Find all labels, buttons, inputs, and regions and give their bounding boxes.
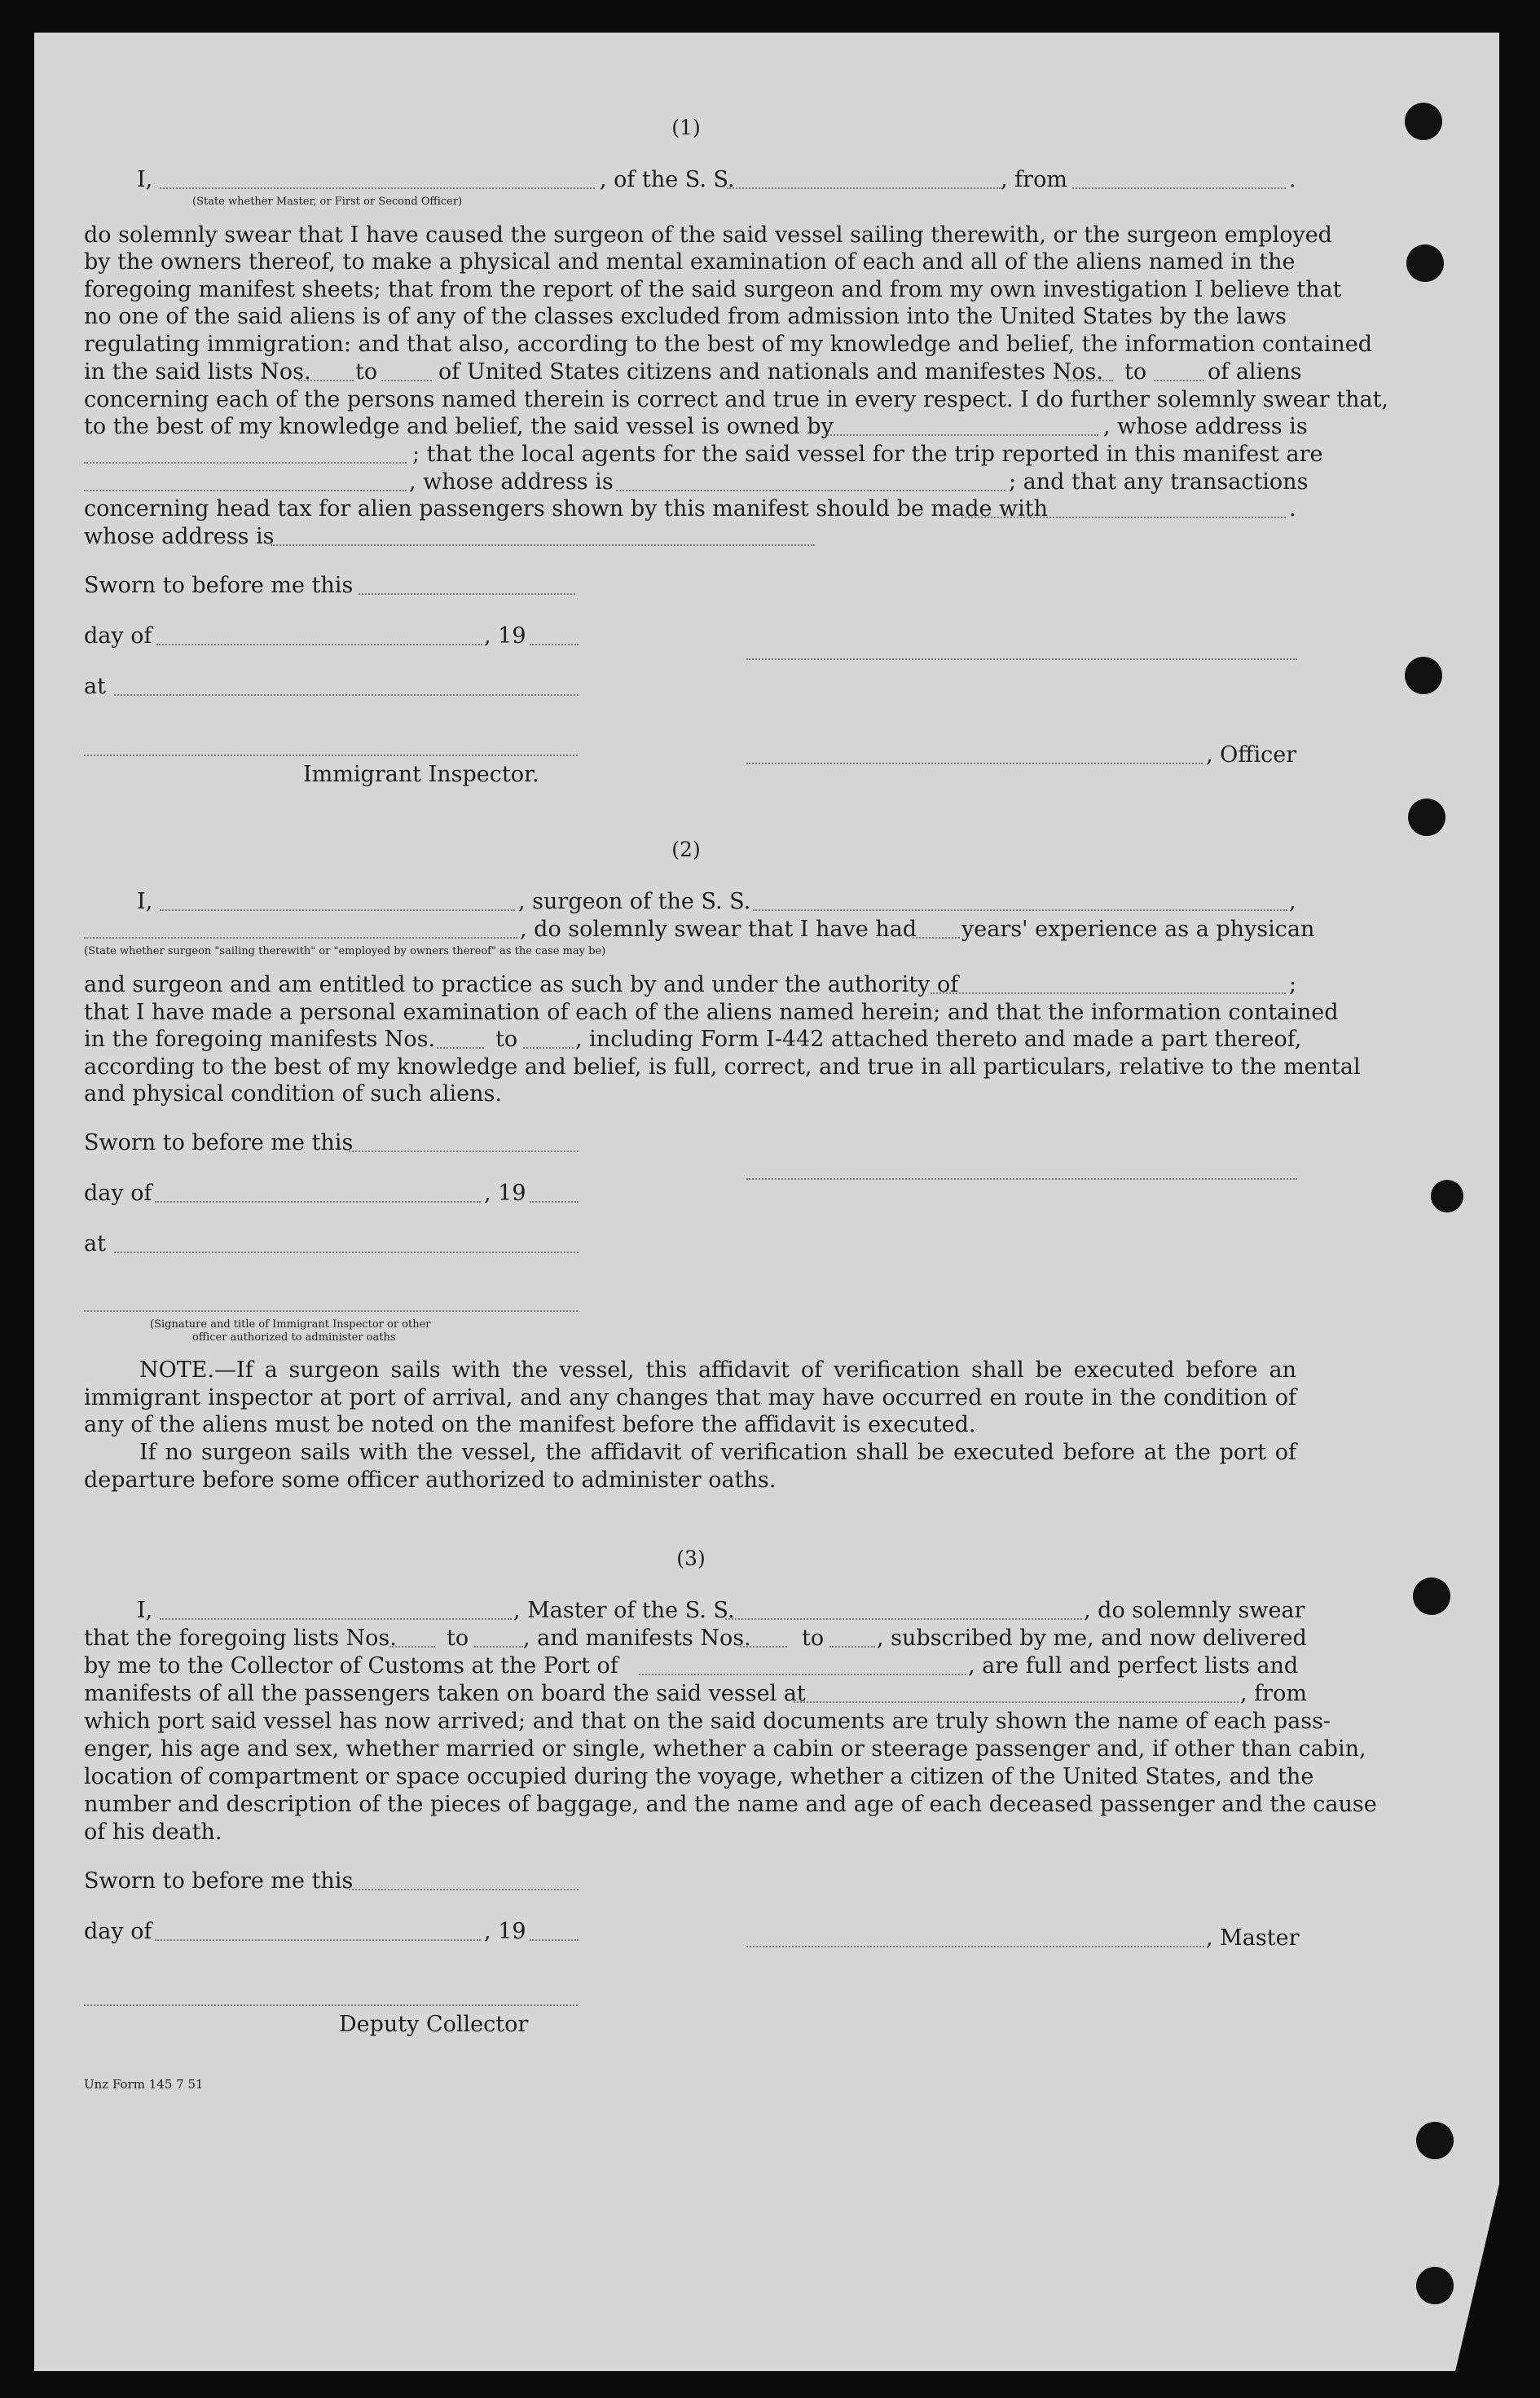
punch-hole — [1406, 244, 1444, 282]
blank-manifest-from — [740, 1646, 787, 1648]
day-label: day of — [84, 1919, 152, 1944]
aliens-label: of aliens — [1208, 359, 1302, 385]
oath-line: that I have made a personal examination of each of the aliens named herein; and that the information contained — [84, 1000, 1339, 1025]
oath-line: concerning each of the persons named therein is correct and true in every respect. I do further solemnly swear that, — [84, 387, 1389, 412]
oath-line: foregoing manifest sheets; that from the report of the said surgeon and from my own investigation I believe that — [84, 277, 1342, 302]
blank-manifest-from — [437, 1047, 484, 1049]
blank-surgeon-signature — [746, 1178, 1297, 1180]
citizens-label: of United States citizens and nationals and manifestes Nos. — [438, 359, 1103, 385]
blank-list-from — [298, 380, 354, 381]
comma: , — [1289, 889, 1296, 914]
blank-owner-address — [84, 462, 407, 464]
blank-master-name — [160, 1618, 512, 1620]
signature-note: officer authorized to administer oaths — [192, 1331, 396, 1344]
address-label: , whose address is — [409, 469, 614, 495]
blank-officer-title — [746, 763, 1203, 764]
blank-year — [530, 1201, 579, 1203]
blank-inspector-signature — [84, 1310, 578, 1312]
agents-label: ; that the local agents for the said vessel for the trip reported in this manifest are — [412, 442, 1323, 467]
blank-deputy-signature — [84, 2004, 578, 2006]
port-label: by me to the Collector of Customs at the Port of — [84, 1653, 618, 1679]
blank-month — [156, 644, 482, 645]
from-label: , from — [1240, 1681, 1307, 1706]
blank-boarding-port — [794, 1701, 1239, 1703]
at-label: at — [84, 1231, 106, 1256]
punch-hole — [1431, 1180, 1463, 1212]
blank-month — [155, 1201, 481, 1203]
blank-ship-name — [727, 187, 1001, 189]
section-number: (1) — [671, 116, 701, 139]
delivered-label: , subscribed by me, and now delivered — [877, 1626, 1307, 1651]
blank-officer-name — [160, 187, 595, 189]
blank-month — [155, 1939, 481, 1941]
note-text: NOTE.—If a surgeon sails with the vessel, this affidavit of verification shall be executed before an immigrant inspector at port of arrival, and any changes that may have occurred en route in the condition of any of the aliens must be noted on the manifest before the affidavit is executed. — [84, 1357, 1296, 1438]
pronoun: I, — [137, 889, 153, 914]
authority-label: and surgeon and am entitled to practice as such by and under the authority of — [84, 972, 959, 997]
experience-label: , do solemnly swear that I have had — [520, 917, 917, 942]
day-label: day of — [84, 623, 152, 649]
punch-hole — [1405, 103, 1442, 140]
blank-sworn-day — [359, 593, 575, 595]
oath-line: and physical condition of such aliens. — [84, 1081, 502, 1107]
blank-sworn-day — [349, 1889, 579, 1890]
blank-place — [114, 694, 579, 696]
blank-list-to — [474, 1646, 523, 1648]
form-number: Unz Form 145 7 51 — [84, 2077, 204, 2092]
blank-sworn-day — [349, 1151, 579, 1152]
blank-master-signature — [746, 1946, 1204, 1947]
address-label: , whose address is — [1103, 414, 1308, 439]
sworn-label: Sworn to before me this — [84, 1868, 354, 1894]
note-paragraph — [84, 1357, 1296, 1439]
blank-inspector-signature — [84, 755, 578, 756]
pronoun: I, — [137, 1598, 153, 1623]
oath-line: of his death. — [84, 1819, 222, 1845]
blank-surgeon-name — [160, 909, 515, 911]
officer-rank-note: (State whether Master, or First or Second Officer) — [192, 196, 463, 208]
period: . — [1289, 167, 1296, 192]
surgeon-label: , surgeon of the S. S. — [518, 889, 751, 914]
lists-perfect-label: , are full and perfect lists and — [968, 1653, 1299, 1679]
blank-manifest-to — [523, 1047, 574, 1049]
blank-owner — [825, 434, 1098, 436]
oath-line: according to the best of my knowledge and belief, is full, correct, and true in all particulars, relative to the mental — [84, 1054, 1361, 1080]
to-label: to — [802, 1626, 825, 1651]
blank-year — [530, 644, 579, 645]
year-label: , 19 — [484, 1919, 526, 1944]
blank-place — [114, 1252, 579, 1253]
lists-label: that the foregoing lists Nos. — [84, 1626, 397, 1651]
label-ship: , of the S. S. — [600, 167, 735, 192]
manifests-label: in the foregoing manifests Nos. — [84, 1027, 436, 1052]
day-label: day of — [84, 1181, 152, 1206]
section-number: (2) — [671, 838, 701, 861]
blank-port — [639, 1674, 966, 1675]
blank-year — [530, 1939, 579, 1941]
semicolon: ; — [1289, 972, 1297, 997]
oath-line: location of compartment or space occupied during the voyage, whether a citizen of the United States, and the — [84, 1764, 1314, 1789]
note-text: If no surgeon sails with the vessel, the affidavit of verification shall be executed before at the port of departure before some officer authorized to administer oaths. — [84, 1440, 1296, 1493]
lists-label: in the said lists Nos. — [84, 359, 311, 385]
label-from: , from — [1001, 167, 1067, 192]
transactions-label: ; and that any transactions — [1009, 469, 1309, 495]
blank-list-to — [381, 380, 432, 381]
blank-ship-name — [725, 1618, 1082, 1620]
oath-line: regulating immigration: and that also, according to the best of my knowledge and belief, the information contained — [84, 332, 1373, 357]
blank-authority — [931, 992, 1286, 994]
punch-hole — [1413, 1577, 1450, 1615]
section-number: (3) — [676, 1547, 706, 1570]
sworn-label: Sworn to before me this — [84, 1130, 354, 1155]
to-label: to — [447, 1626, 469, 1651]
punch-hole — [1416, 2267, 1454, 2304]
blank-agents — [84, 490, 407, 491]
inspector-label: Immigrant Inspector. — [303, 762, 539, 787]
to-label: to — [495, 1027, 518, 1052]
blank-officer-signature — [746, 658, 1297, 660]
oath-line: number and description of the pieces of baggage, and the name and age of each deceased passenger and the cause — [84, 1792, 1377, 1817]
master-signature-label: , Master — [1206, 1925, 1300, 1951]
swear-label: , do solemnly swear — [1084, 1598, 1305, 1623]
year-label: , 19 — [484, 623, 526, 649]
punch-hole — [1416, 2122, 1454, 2159]
form-label: , including Form I-442 attached thereto and made a part thereof, — [575, 1027, 1302, 1052]
punch-hole — [1408, 799, 1445, 836]
owner-label: to the best of my knowledge and belief, the said vessel is owned by — [84, 414, 834, 439]
address-label: whose address is — [84, 524, 275, 549]
head-tax-label: concerning head tax for alien passengers shown by this manifest should be made with — [84, 496, 1049, 521]
year-label: , 19 — [484, 1181, 526, 1206]
blank-manifest-to — [829, 1646, 875, 1648]
blank-ship-name — [753, 909, 1287, 911]
officer-label: , Officer — [1206, 742, 1297, 768]
blank-list-from — [389, 1646, 435, 1648]
deputy-label: Deputy Collector — [339, 2012, 529, 2037]
oath-line: which port said vessel has now arrived; and that on the said documents are truly shown the name of each pass- — [84, 1709, 1331, 1734]
boarding-label: manifests of all the passengers taken on board the said vessel at — [84, 1681, 806, 1706]
master-label: , Master of the S. S. — [513, 1598, 735, 1623]
surgeon-status-note: (State whether surgeon "sailing therewith" or "employed by owners thereof" as the case may be) — [84, 945, 606, 957]
to-label: to — [1124, 359, 1147, 385]
to-label: to — [355, 359, 378, 385]
blank-agents-address — [616, 490, 1005, 491]
pronoun: I, — [137, 167, 153, 192]
period: . — [1289, 496, 1296, 521]
blank-surgeon-status — [84, 937, 517, 939]
blank-head-tax-address — [271, 544, 815, 546]
blank-from-port — [1072, 187, 1286, 189]
blank-years — [913, 937, 960, 939]
physician-label: years' experience as a physican — [961, 917, 1315, 942]
sworn-label: Sworn to before me this — [84, 573, 354, 598]
punch-hole — [1405, 657, 1442, 694]
oath-line: enger, his age and sex, whether married or single, whether a cabin or steerage passenger and, if other than cabin, — [84, 1736, 1366, 1762]
oath-line: do solemnly swear that I have caused the surgeon of the said vessel sailing therewith, or the surgeon employed — [84, 222, 1332, 248]
note-paragraph — [84, 1439, 1296, 1494]
oath-line: no one of the said aliens is of any of the classes excluded from admission into the United States by the laws — [84, 304, 1287, 329]
oath-line: by the owners thereof, to make a physical and mental examination of each and all of the aliens named in the — [84, 249, 1296, 275]
at-label: at — [84, 674, 106, 699]
blank-manifest-from — [1067, 380, 1113, 381]
signature-note: (Signature and title of Immigrant Inspector or other — [150, 1318, 431, 1331]
blank-head-tax — [961, 517, 1286, 518]
manifests-label: , and manifests Nos. — [523, 1626, 751, 1651]
blank-manifest-to — [1154, 380, 1204, 381]
